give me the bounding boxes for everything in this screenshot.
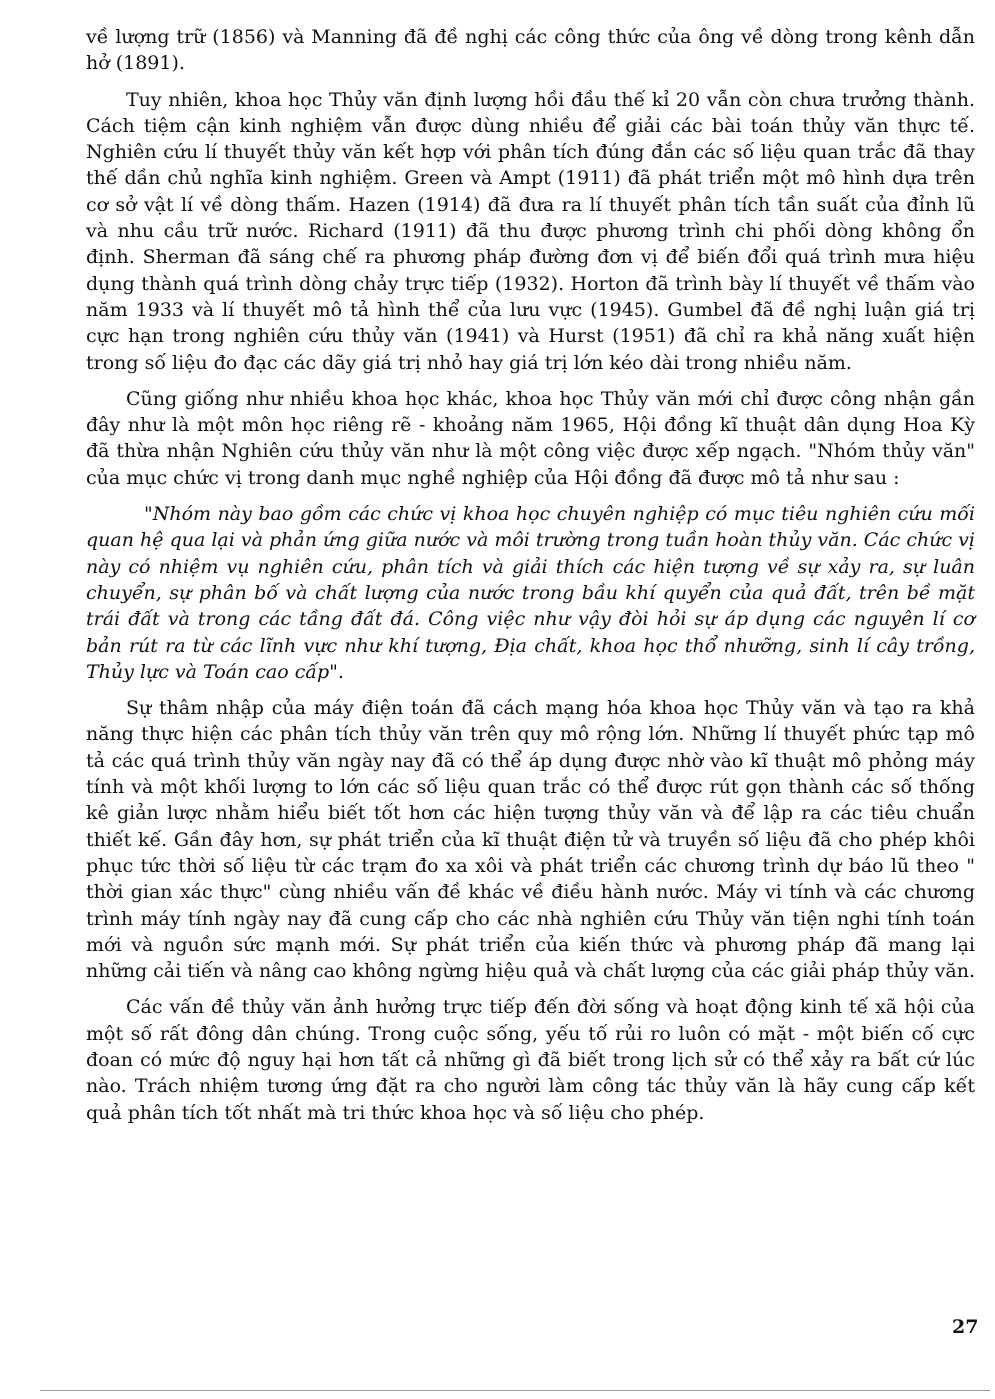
- paragraph-continuation: về lượng trữ (1856) và Manning đã đề nghị các công thức của ông về dòng trong kênh dẫn hở (1891).: [86, 26, 975, 75]
- page-number: 27: [952, 1316, 979, 1338]
- page-body: [86, 24, 975, 1136]
- paragraph-quantitative-hydrology: Tuy nhiên, khoa học Thủy văn định lượng hồi đầu thế kỉ 20 vẫn còn chưa trưởng thành. Cách tiệm cận kinh nghiệm vẫn được dùng nhiều để giải các bài toán thủy văn thực tế. Nghiên cứu lí thuyết thủy văn kết hợp với phân tích đúng đắn các số liệu quan trắc đã thay thế dần chủ nghĩa kinh nghiệm. Green và Ampt (1911) đã phát triển một mô hình dựa trên cơ sở vật lí về dòng thấm. Hazen (1914) đã đưa ra lí thuyết phân tích tần suất của đỉnh lũ và nhu cầu trữ nước. Richard (1911) đã thu được phương trình chi phối dòng không ổn định. Sherman đã sáng chế ra phương pháp đường đơn vị để biến đổi quá trình mưa hiệu dụng thành quá trình dòng chảy trực tiếp (1932). Horton đã trình bày lí thuyết về thấm vào năm 1933 và lí thuyết mô tả hình thể của lưu vực (1945). Gumbel đã đề nghị luận giá trị cực hạn trong nghiên cứu thủy văn (1941) và Hurst (1951) đã chỉ ra khả năng xuất hiện trong số liệu đo đạc các dãy giá trị nhỏ hay giá trị lớn kéo dài trong nhiều năm.: [86, 88, 975, 374]
- quote-hydrology-group: "Nhóm này bao gồm các chức vị khoa học chuyên nghiệp có mục tiêu nghiên cứu mối quan hệ qua lại và phản ứng giữa nước và môi trường trong tuần hoàn thủy văn. Các chức vị này có nhiệm vụ nghiên cứu, phân tích và giải thích các hiện tượng về sự xảy ra, sự luân chuyển, sự phân bố và chất lượng của nước trong bầu khí quyển của quả đất, trên bề mặt trái đất và trong các tầng đất đá. Công việc như vậy đòi hỏi sự áp dụng các nguyên lí cơ bản rút ra từ các lĩnh vực như khí tượng, Địa chất, khoa học thổ nhưỡng, sinh lí cây trồng, Thủy lực và Toán cao cấp".: [86, 503, 975, 683]
- paragraph-recognition: Cũng giống như nhiều khoa học khác, khoa học Thủy văn mới chỉ được công nhận gần đây như là một môn học riêng rẽ - khoảng năm 1965, Hội đồng kĩ thuật dân dụng Hoa Kỳ đã thừa nhận Nghiên cứu thủy văn như là một công việc được xếp ngạch. "Nhóm thủy văn" của mục chức vị trong danh mục nghề nghiệp của Hội đồng đã được mô tả như sau :: [86, 387, 975, 489]
- bottom-rule: [40, 1390, 990, 1391]
- paragraph-computers: Sự thâm nhập của máy điện toán đã cách mạng hóa khoa học Thủy văn và tạo ra khả năng thực hiện các phân tích thủy văn trên quy mô rộng lớn. Những lí thuyết phức tạp mô tả các quá trình thủy văn ngày nay đã có thể áp dụng được nhờ vào kĩ thuật mô phỏng máy tính và một khối lượng to lớn các số liệu quan trắc có thể được rút gọn thành các số thống kê giản lược nhằm hiểu biết tốt hơn các hiện tượng thủy văn và để lập ra các tiêu chuẩn thiết kế. Gần đây hơn, sự phát triển của kĩ thuật điện tử và truyền số liệu đã cho phép khôi phục tức thời số liệu từ các trạm đo xa xôi và phát triển các chương trình dự báo lũ theo " thời gian xác thực" cùng nhiều vấn đề khác về điều hành nước. Máy vi tính và các chương trình máy tính ngày nay đã cung cấp cho các nhà nghiên cứu Thủy văn tiện nghi tính toán mới và nguồn sức mạnh mới. Sự phát triển của kiến thức và phương pháp đã mang lại những cải tiến và nâng cao không ngừng hiệu quả và chất lượng của các giải pháp thủy văn.: [86, 697, 975, 983]
- paragraph-social-impact: Các vấn đề thủy văn ảnh hưởng trực tiếp đến đời sống và hoạt động kinh tế xã hội của một số rất đông dân chúng. Trong cuộc sống, yếu tố rủi ro luôn có mặt - một biến cố cực đoan có mức độ nguy hại hơn tất cả những gì đã biết trong lịch sử có thể xảy ra bất cứ lúc nào. Trách nhiệm tương ứng đặt ra cho người làm công tác thủy văn là hãy cung cấp kết quả phân tích tốt nhất mà tri thức khoa học và số liệu cho phép.: [86, 996, 975, 1124]
